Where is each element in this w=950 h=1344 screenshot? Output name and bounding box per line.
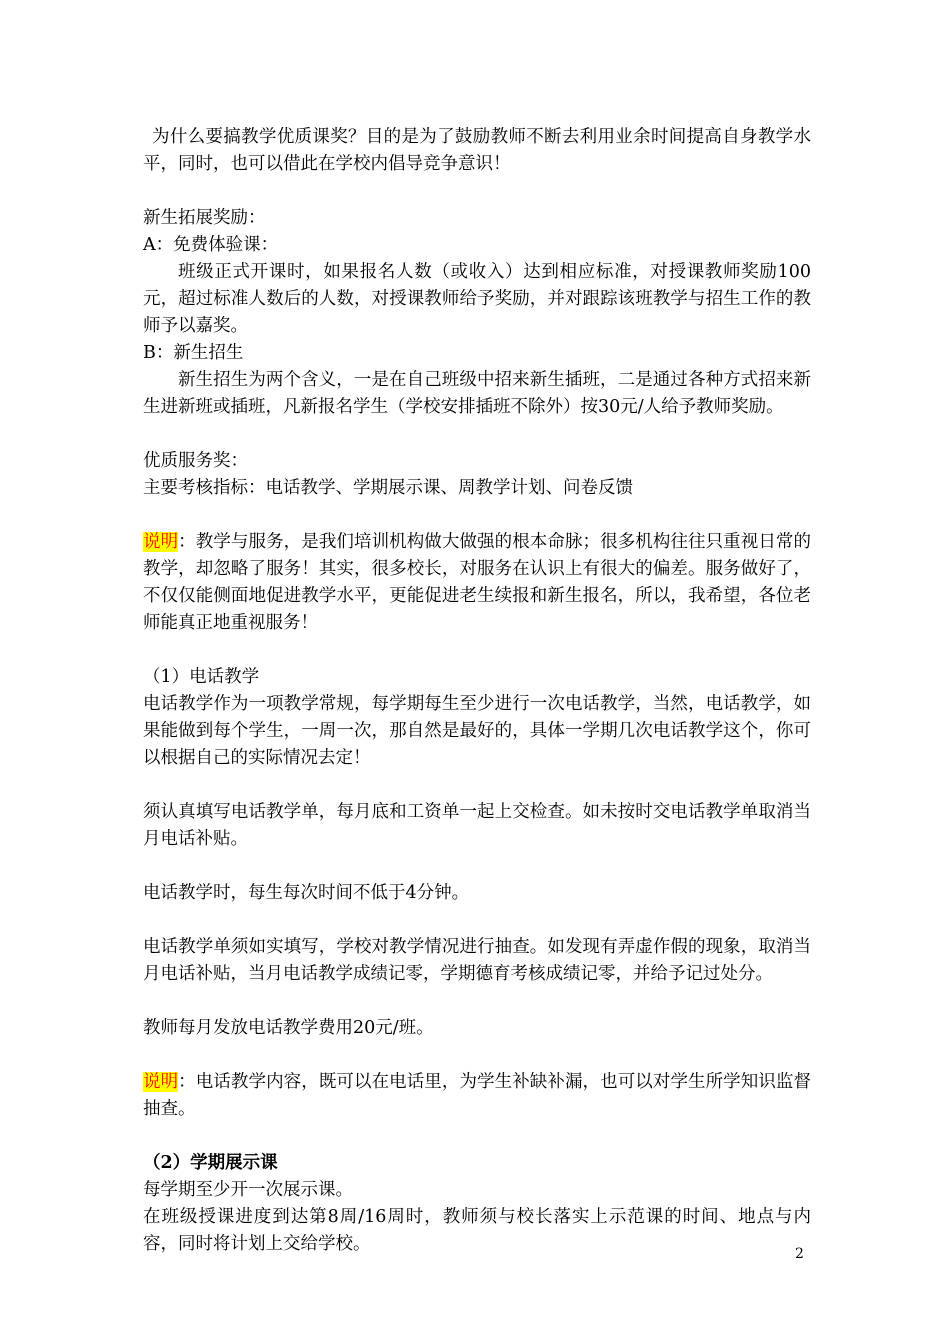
- phone-teaching-fee: 教师每月发放电话教学费用20元/班。: [143, 1018, 434, 1038]
- quality-service-title: 优质服务奖：: [143, 451, 248, 471]
- phone-teaching-duration-rule: 电话教学时，每生每次时间不低于4分钟。: [143, 883, 470, 903]
- paragraph-gap: [143, 1042, 811, 1069]
- paragraph-gap: [143, 1123, 811, 1150]
- phone-teaching-body: 电话教学作为一项教学常规，每学期每生至少进行一次电话教学，当然，电话教学，如果能做到每个学生，一周一次，那自然是最好的，具体一学期几次电话教学这个，你可以根据自己的实际情况去定！: [143, 694, 811, 768]
- new-student-reward-title: 新生拓展奖励：: [143, 208, 266, 228]
- phone-teaching-note-label: 说明: [143, 1072, 179, 1092]
- semester-demo-schedule: 在班级授课进度到达第8周/16周时，教师须与校长落实上示范课的时间、地点与内容，同时将计划上交给学校。: [143, 1207, 811, 1254]
- phone-teaching-note-body: ：电话教学内容，既可以在电话里，为学生补缺补漏，也可以对学生所学知识监督抽查。: [143, 1072, 812, 1119]
- new-student-enrollment-body: 新生招生为两个含义，一是在自己班级中招来新生插班，二是通过各种方式招来新生进新班或插班，凡新报名学生（学校安排插班不除外）按30元/人给予教师奖励。: [143, 370, 811, 417]
- intro-paragraph: 为什么要搞教学优质课奖？目的是为了鼓励教师不断去利用业余时间提高自身教学水平，同时，也可以借此在学校内倡导竞争意识！: [143, 127, 811, 174]
- service-note-label: 说明: [143, 532, 179, 552]
- page-number: 2: [795, 1246, 804, 1262]
- free-trial-class-body: 班级正式开课时，如果报名人数（或收入）达到相应标准，对授课教师奖励100元，超过标准人数后的人数，对授课教师给予奖励，并对跟踪该班教学与招生工作的教师予以嘉奖。: [143, 262, 811, 336]
- service-note-body: ：教学与服务，是我们培训机构做大做强的根本命脉；很多机构往往只重视日常的教学，却忽略了服务！其实，很多校长，对服务在认识上有很大的偏差。服务做好了，不仅仅能侧面地促进教学水平，更能促进老生续报和新生报名，所以，我希望，各位老师能真正地重视服务！: [143, 532, 812, 633]
- semester-demo-class-title: （2）学期展示课: [143, 1153, 278, 1173]
- phone-teaching-form-rule: 须认真填写电话教学单，每月底和工资单一起上交检查。如未按时交电话教学单取消当月电话补贴。: [143, 802, 811, 849]
- paragraph-gap: [143, 907, 811, 934]
- semester-demo-frequency: 每学期至少开一次展示课。: [143, 1180, 353, 1200]
- paragraph-gap: [143, 421, 811, 448]
- phone-teaching-title: （1）电话教学: [143, 667, 260, 687]
- paragraph-gap: [143, 178, 811, 205]
- free-trial-class-title: A：免费体验课：: [143, 235, 279, 255]
- paragraph-gap: [143, 988, 811, 1015]
- paragraph-gap: [143, 502, 811, 529]
- paragraph-gap: [143, 853, 811, 880]
- phone-teaching-note-paragraph: [143, 1069, 811, 1123]
- new-student-enrollment-title: B：新生招生: [143, 343, 244, 363]
- document-body: [143, 124, 811, 1258]
- phone-teaching-honesty-rule: 电话教学单须如实填写，学校对教学情况进行抽查。如发现有弄虚作假的现象，取消当月电话补贴，当月电话教学成绩记零，学期德育考核成绩记零，并给予记过处分。: [143, 937, 811, 984]
- assessment-indicators: 主要考核指标：电话教学、学期展示课、周教学计划、问卷反馈: [143, 478, 633, 498]
- service-note-paragraph: [143, 529, 811, 637]
- paragraph-gap: [143, 637, 811, 664]
- paragraph-gap: [143, 772, 811, 799]
